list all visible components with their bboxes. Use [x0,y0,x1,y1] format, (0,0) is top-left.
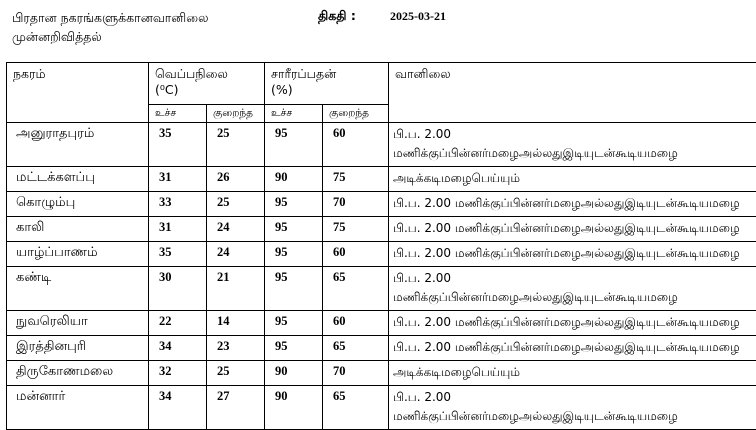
forecast-table [6,62,756,430]
humidity-min-cell: 65 [323,386,389,430]
humidity-max-cell: 95 [265,217,323,242]
subheader-temp-min: குறைந்த [207,105,265,123]
temp-max-cell: 31 [149,217,207,242]
temp-min-cell: 25 [207,361,265,386]
table-row [7,167,756,192]
weather-line-2: மணிக்குப்பின்னர்மழைஅல்லதுஇடியுடன்கூடியமழை [393,144,756,163]
city-cell: கொழும்பு [7,192,149,217]
weather-line-1: பி.ப. 2.00 மணிக்குப்பின்னர்மழைஅல்லதுஇடியுடன்கூடியமழை [393,219,756,238]
col-header-temperature: வெப்பநிலை (⁰C) [149,63,265,105]
temp-max-cell: 33 [149,192,207,217]
subheader-temp-max: உச்ச [149,105,207,123]
city-cell: திருகோணமலை [7,361,149,386]
weather-cell [389,386,756,430]
col-header-humidity: சாரீரப்பதன் (%) [265,63,389,105]
humidity-max-cell: 95 [265,311,323,336]
temp-min-cell: 21 [207,267,265,311]
temp-max-cell: 34 [149,336,207,361]
table-row [7,361,756,386]
weather-cell [389,192,756,217]
table-row [7,267,756,311]
humidity-min-cell: 65 [323,336,389,361]
city-cell: கண்டி [7,267,149,311]
weather-line-1: பி.ப. 2.00 மணிக்குப்பின்னர்மழைஅல்லதுஇடியுடன்கூடியமழை [393,313,756,332]
temp-min-cell: 14 [207,311,265,336]
weather-cell [389,361,756,386]
city-cell: யாழ்ப்பாணம் [7,242,149,267]
weather-line-1: பி.ப. 2.00 மணிக்குப்பின்னர்மழைஅல்லதுஇடியுடன்கூடியமழை [393,244,756,263]
city-cell: காலி [7,217,149,242]
humidity-min-cell: 75 [323,217,389,242]
table-row [7,336,756,361]
humidity-max-cell: 90 [265,386,323,430]
table-row [7,242,756,267]
temp-max-cell: 30 [149,267,207,311]
humidity-min-cell: 65 [323,267,389,311]
temp-min-cell: 27 [207,386,265,430]
humidity-min-cell: 60 [323,123,389,167]
weather-line-1: பி.ப. 2.00 மணிக்குப்பின்னர்மழைஅல்லதுஇடியுடன்கூடியமழை [393,194,756,213]
subheader-humidity-min: குறைந்த [323,105,389,123]
table-row [7,311,756,336]
document-title [12,8,312,46]
humidity-max-cell: 95 [265,242,323,267]
weather-cell [389,167,756,192]
title-line-2: முன்னறிவித்தல் [12,27,312,46]
temp-max-cell: 31 [149,167,207,192]
humidity-max-cell: 95 [265,267,323,311]
temp-max-cell: 32 [149,361,207,386]
temp-max-cell: 35 [149,123,207,167]
humidity-min-cell: 70 [323,192,389,217]
weather-cell [389,123,756,167]
weather-line-1: பி.ப. 2.00 [393,388,756,407]
weather-cell [389,336,756,361]
weather-cell [389,242,756,267]
table-row [7,386,756,430]
subheader-humidity-max: உச்ச [265,105,323,123]
city-cell: மன்னார் [7,386,149,430]
col-header-city: நகரம் [7,63,149,123]
city-cell: அனுராதபுரம் [7,123,149,167]
humidity-max-cell: 90 [265,361,323,386]
humidity-max-cell: 90 [265,167,323,192]
city-cell: நுவரெலியா [7,311,149,336]
temp-max-cell: 34 [149,386,207,430]
weather-cell [389,267,756,311]
table-row [7,192,756,217]
weather-line-2: மணிக்குப்பின்னர்மழைஅல்லதுஇடியுடன்கூடியமழை [393,407,756,426]
temp-min-cell: 24 [207,242,265,267]
weather-line-1: பி.ப. 2.00 மணிக்குப்பின்னர்மழைஅல்லதுஇடியுடன்கூடியமழை [393,338,756,357]
humidity-max-cell: 95 [265,192,323,217]
humidity-min-cell: 75 [323,167,389,192]
city-cell: மட்டக்களப்பு [7,167,149,192]
table-row [7,123,756,167]
temp-min-cell: 25 [207,192,265,217]
temp-min-cell: 26 [207,167,265,192]
temp-max-cell: 22 [149,311,207,336]
humidity-min-cell: 60 [323,311,389,336]
weather-cell [389,311,756,336]
temp-min-cell: 23 [207,336,265,361]
temp-max-cell: 35 [149,242,207,267]
temp-min-cell: 24 [207,217,265,242]
temp-min-cell: 25 [207,123,265,167]
humidity-max-cell: 95 [265,336,323,361]
date-label: திகதி : [318,8,356,25]
weather-line-1: அடிக்கடிமழைபெய்யும் [393,169,756,188]
weather-line-1: அடிக்கடிமழைபெய்யும் [393,363,756,382]
col-header-weather: வானிலை [389,63,756,123]
humidity-max-cell: 95 [265,123,323,167]
weather-cell [389,217,756,242]
title-line-1: பிரதான நகரங்களுக்கானவானிலை [12,8,312,27]
weather-line-1: பி.ப. 2.00 [393,269,756,288]
weather-line-1: பி.ப. 2.00 [393,125,756,144]
humidity-min-cell: 70 [323,361,389,386]
humidity-min-cell: 60 [323,242,389,267]
city-cell: இரத்தினபுரி [7,336,149,361]
table-header-row [7,63,756,105]
table-row [7,217,756,242]
weather-line-2: மணிக்குப்பின்னர்மழைஅல்லதுஇடியுடன்கூடியமழை [393,288,756,307]
date-value: 2025-03-21 [390,9,446,24]
